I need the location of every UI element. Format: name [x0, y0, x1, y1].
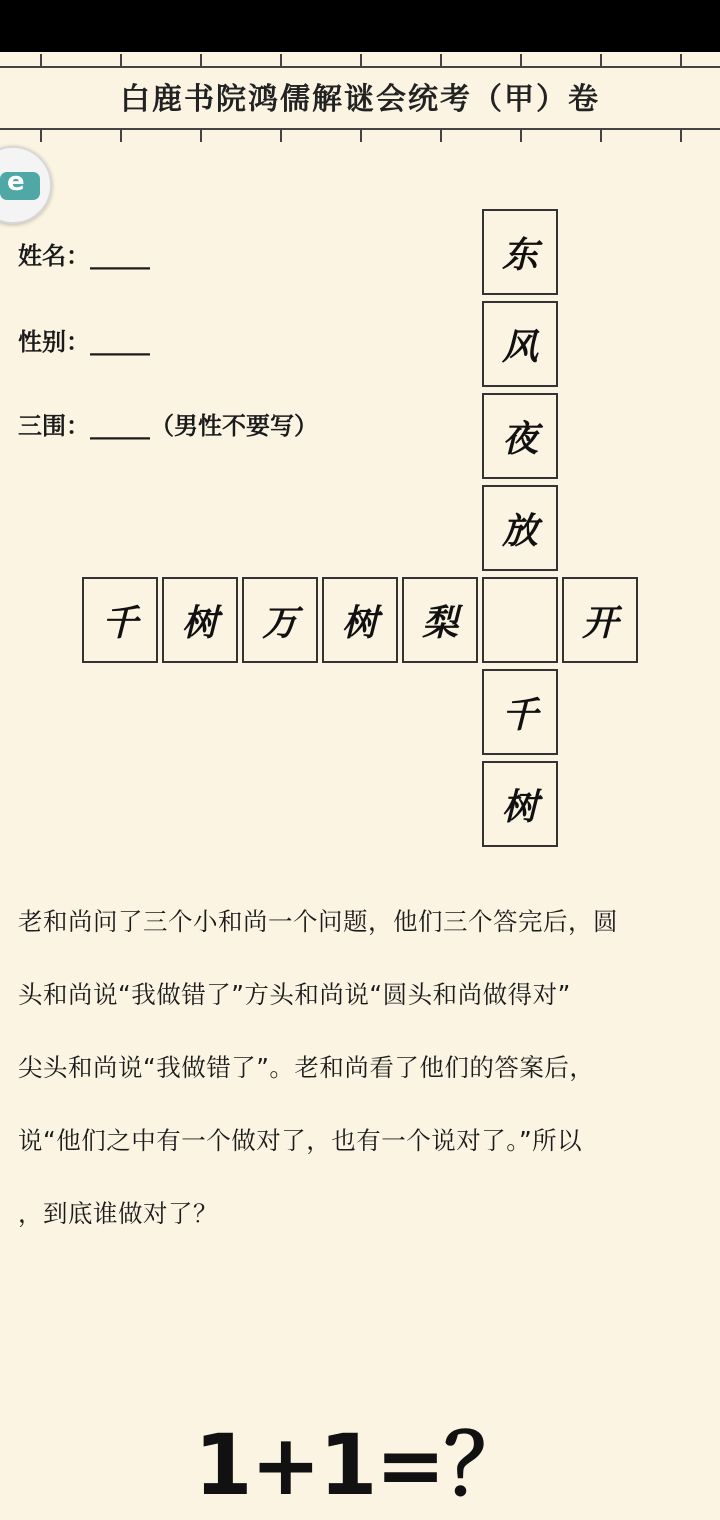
- name-label: 姓名：: [18, 242, 90, 270]
- header-tick: [360, 54, 362, 66]
- header-tick: [200, 130, 202, 142]
- measurements-label: 三围：: [18, 412, 90, 440]
- riddle-line: ，到底谁做对了？: [18, 1199, 218, 1228]
- crossword-cell-v3: 夜: [482, 393, 558, 479]
- header-tick: [280, 54, 282, 66]
- header-tick: [440, 130, 442, 142]
- name-blank[interactable]: _____: [90, 242, 150, 270]
- gender-row: [18, 322, 150, 357]
- math-puzzle[interactable]: 1+1=？: [194, 1416, 526, 1514]
- header-top-rule: [0, 66, 720, 68]
- gender-label: 性别：: [18, 328, 90, 356]
- riddle-line: 尖头和尚说“我做错了”。老和尚看了他们的答案后，: [18, 1053, 595, 1082]
- measurements-row: [18, 406, 318, 441]
- assistant-icon-glyph: e: [7, 167, 25, 197]
- riddle-question: [18, 885, 708, 1250]
- header-tick: [40, 130, 42, 142]
- riddle-line: 说“他们之中有一个做对了，也有一个说对了。”所以: [18, 1126, 583, 1155]
- header-tick: [600, 54, 602, 66]
- exam-title: 白鹿书院鸿儒解谜会统考（甲）卷: [120, 82, 600, 117]
- header-tick: [280, 130, 282, 142]
- exam-header: [0, 52, 720, 146]
- crossword-cell-v2: 风: [482, 301, 558, 387]
- riddle-line: 头和尚说“我做错了”方头和尚说“圆头和尚做得对”: [18, 980, 571, 1009]
- crossword-cell-h1: 千: [82, 577, 158, 663]
- header-tick: [680, 130, 682, 142]
- name-row: [18, 236, 150, 271]
- crossword-cell-h2: 树: [162, 577, 238, 663]
- crossword-cell-h4: 树: [322, 577, 398, 663]
- header-tick: [360, 130, 362, 142]
- crossword-cell-v1: 东: [482, 209, 558, 295]
- header-tick: [520, 130, 522, 142]
- status-bar: [0, 0, 720, 52]
- header-tick: [200, 54, 202, 66]
- crossword-cell-h3: 万: [242, 577, 318, 663]
- measurements-note: （男性不要写）: [150, 412, 318, 440]
- crossword-cell-v7: 树: [482, 761, 558, 847]
- header-tick: [520, 54, 522, 66]
- floating-assistant-button[interactable]: [0, 146, 52, 224]
- header-tick: [440, 54, 442, 66]
- header-tick: [680, 54, 682, 66]
- riddle-line: 老和尚问了三个小和尚一个问题，他们三个答完后，圆: [18, 907, 618, 936]
- gender-blank[interactable]: _____: [90, 328, 150, 356]
- header-tick: [120, 130, 122, 142]
- crossword-answer-cell[interactable]: [482, 577, 558, 663]
- crossword-cell-v6: 千: [482, 669, 558, 755]
- crossword-cell-h7: 开: [562, 577, 638, 663]
- header-tick: [40, 54, 42, 66]
- header-tick: [600, 130, 602, 142]
- crossword-cell-v4: 放: [482, 485, 558, 571]
- header-tick: [120, 54, 122, 66]
- measurements-blank[interactable]: _____: [90, 412, 150, 440]
- crossword-cell-h5: 梨: [402, 577, 478, 663]
